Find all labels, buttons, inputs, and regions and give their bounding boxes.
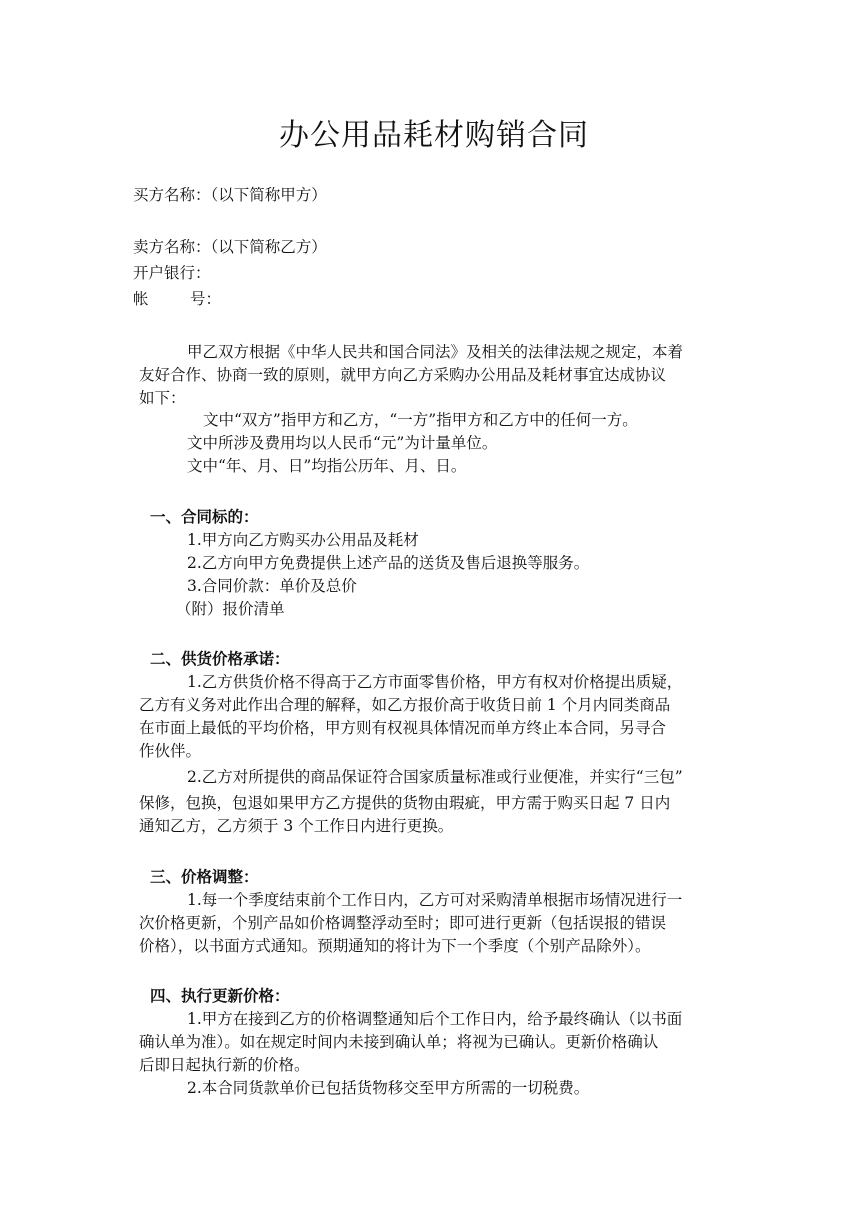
list-item: 3.合同价款：单价及总价 [187,577,357,595]
paragraph-line: 确认单为准）。如在规定时间内未接到确认单；将视为已确认。更新价格确认 [139,1033,659,1051]
paragraph-line: 乙方有义务对此作出合理的解释，如乙方报价高于收货日前 1 个月内同类商品 [139,696,671,714]
paragraph-line: 2.乙方对所提供的商品保证符合国家质量标准或行业便准，并实行“三包” [187,768,683,786]
definition-line: 文中“双方”指甲方和乙方，“一方”指甲方和乙方中的任何一方。 [203,411,638,429]
definition-line: 文中所涉及费用均以人民币“元”为计量单位。 [187,434,498,452]
paragraph-line: 通知乙方，乙方须于 3 个工作日内进行更换。 [139,817,454,835]
paragraph-line: 后即日起执行新的价格。 [139,1056,310,1074]
document-title: 办公用品耗材购销合同 [279,118,589,153]
paragraph-line: 价格），以书面方式通知。预期通知的将计为下一个季度（个别产品除外）。 [139,937,651,955]
buyer-name-line: 买方名称：（以下简称甲方） [133,186,327,204]
paragraph-line: 1.乙方供货价格不得高于乙方市面零售价格，甲方有权对价格提出质疑， [187,673,683,691]
seller-name-line: 卖方名称：（以下简称乙方） [133,238,327,256]
paragraph-line: 作伙伴。 [139,742,202,760]
paragraph-line: 1.甲方在接到乙方的价格调整通知后个工作日内，给予最终确认（以书面 [187,1010,683,1028]
account-label-first: 帐 [133,290,149,308]
section-heading-price-commitment: 二、供货价格承诺： [150,649,290,668]
section-heading-contract-subject: 一、合同标的： [150,507,259,526]
account-label-second: 号： [190,290,222,308]
paragraph-line: 1.每一个季度结束前个工作日内，乙方可对采购清单根据市场情况进行一 [187,891,683,909]
paragraph-line: 保修，包换，包退如果甲方乙方提供的货物由瑕疵，甲方需于购买日起 7 日内 [139,794,671,812]
intro-paragraph-line: 甲乙双方根据《中华人民共和国合同法》及相关的法律法规之规定，本着 [187,343,684,361]
list-item: 2.乙方向甲方免费提供上述产品的送货及售后退换等服务。 [187,554,590,572]
list-item: （附）报价清单 [176,600,285,618]
section-heading-execute-price-update: 四、执行更新价格： [150,986,290,1005]
paragraph-line: 2.本合同货款单价已包括货物移交至甲方所需的一切税费。 [187,1079,590,1097]
paragraph-line: 在市面上最低的平均价格，甲方则有权视具体情况而单方终止本合同，另寻合 [139,719,667,737]
intro-paragraph-line: 如下： [139,389,186,407]
intro-paragraph-line: 友好合作、协商一致的原则，就甲方向乙方采购办公用品及耗材事宜达成协议 [139,366,667,384]
bank-line: 开户银行： [133,264,211,282]
paragraph-line: 次价格更新，个别产品如价格调整浮动至时；即可进行更新（包括误报的错误 [139,914,667,932]
section-heading-price-adjustment: 三、价格调整： [150,867,259,886]
definition-line: 文中“年、月、日”均指公历年、月、日。 [187,457,467,475]
list-item: 1.甲方向乙方购买办公用品及耗材 [187,531,419,549]
